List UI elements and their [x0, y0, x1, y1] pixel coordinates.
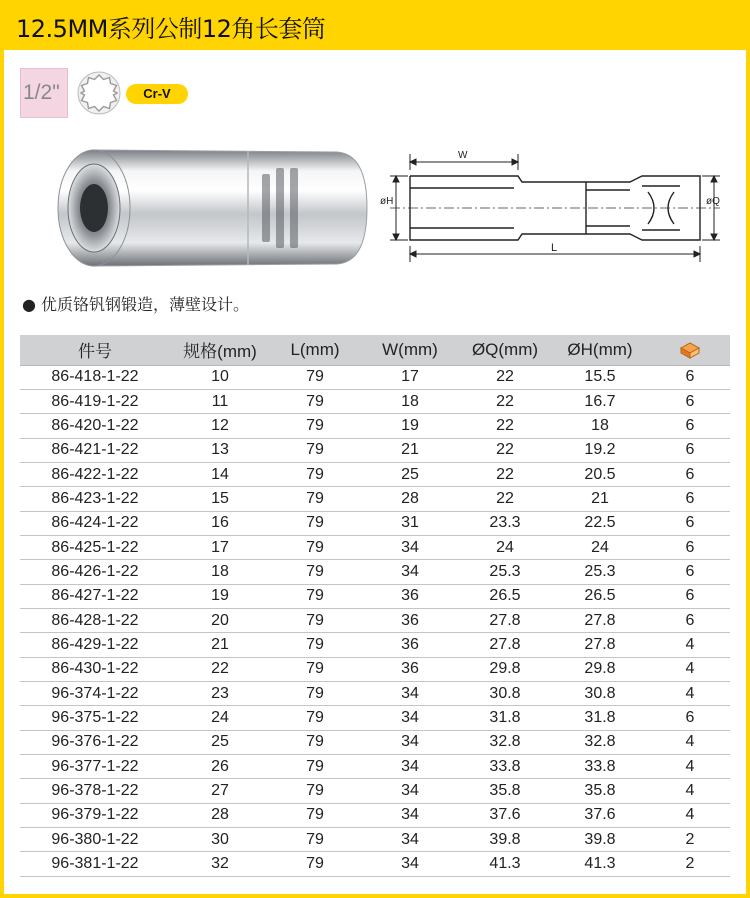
cell-l: 79	[270, 389, 360, 413]
twelve-point-icon	[76, 70, 122, 116]
cell-h: 27.8	[550, 633, 650, 657]
spec-table	[20, 335, 730, 877]
cell-size: 12	[170, 414, 270, 438]
cell-l: 79	[270, 462, 360, 486]
cell-q: 26.5	[460, 584, 550, 608]
cell-l: 79	[270, 828, 360, 852]
cell-size: 20	[170, 608, 270, 632]
cell-q: 33.8	[460, 755, 550, 779]
cell-l: 79	[270, 779, 360, 803]
table-row	[20, 511, 730, 535]
table-row	[20, 657, 730, 681]
table-row	[20, 462, 730, 486]
cell-code: 96-379-1-22	[20, 803, 170, 827]
table-row	[20, 389, 730, 413]
table-row	[20, 487, 730, 511]
cell-code: 96-375-1-22	[20, 706, 170, 730]
cell-code: 86-430-1-22	[20, 657, 170, 681]
cell-pack: 6	[650, 511, 730, 535]
cell-size: 19	[170, 584, 270, 608]
table-row	[20, 535, 730, 559]
cell-h: 39.8	[550, 828, 650, 852]
table-row	[20, 681, 730, 705]
cell-size: 22	[170, 657, 270, 681]
cell-h: 19.2	[550, 438, 650, 462]
cell-size: 26	[170, 755, 270, 779]
cell-q: 35.8	[460, 779, 550, 803]
cell-size: 14	[170, 462, 270, 486]
cell-w: 34	[360, 681, 460, 705]
cell-size: 17	[170, 535, 270, 559]
cell-pack: 4	[650, 657, 730, 681]
cell-code: 86-419-1-22	[20, 389, 170, 413]
cell-q: 41.3	[460, 852, 550, 876]
cell-pack: 6	[650, 560, 730, 584]
table-row	[20, 438, 730, 462]
w-dimension-label: W	[458, 150, 468, 161]
content-panel	[4, 50, 746, 894]
cell-w: 28	[360, 487, 460, 511]
cell-h: 29.8	[550, 657, 650, 681]
cell-w: 34	[360, 730, 460, 754]
cell-h: 32.8	[550, 730, 650, 754]
cell-size: 25	[170, 730, 270, 754]
cell-h: 41.3	[550, 852, 650, 876]
cell-h: 35.8	[550, 779, 650, 803]
cell-q: 22	[460, 438, 550, 462]
cell-w: 34	[360, 535, 460, 559]
cell-pack: 2	[650, 852, 730, 876]
cell-w: 34	[360, 706, 460, 730]
feature-text: 优质铬钒钢锻造，薄壁设计。	[41, 295, 250, 314]
cell-l: 79	[270, 852, 360, 876]
cell-pack: 6	[650, 438, 730, 462]
page-title: 12.5MM系列公制12角长套筒	[16, 15, 326, 43]
cell-h: 22.5	[550, 511, 650, 535]
cell-l: 79	[270, 560, 360, 584]
cell-h: 37.6	[550, 803, 650, 827]
drive-size-badge	[20, 68, 68, 118]
cell-q: 32.8	[460, 730, 550, 754]
cell-w: 25	[360, 462, 460, 486]
cell-w: 36	[360, 584, 460, 608]
header-w: W(mm)	[360, 335, 460, 365]
cell-h: 27.8	[550, 608, 650, 632]
cell-q: 23.3	[460, 511, 550, 535]
cell-l: 79	[270, 657, 360, 681]
cell-size: 32	[170, 852, 270, 876]
socket-photo	[52, 138, 372, 278]
cell-code: 86-425-1-22	[20, 535, 170, 559]
package-icon	[679, 341, 701, 359]
table-row	[20, 584, 730, 608]
cell-w: 34	[360, 828, 460, 852]
cell-size: 21	[170, 633, 270, 657]
table-row	[20, 633, 730, 657]
cell-code: 86-424-1-22	[20, 511, 170, 535]
title-bar	[0, 0, 750, 50]
table-header-row	[20, 335, 730, 365]
cell-l: 79	[270, 803, 360, 827]
cell-pack: 4	[650, 755, 730, 779]
cell-pack: 6	[650, 414, 730, 438]
cell-l: 79	[270, 438, 360, 462]
table-row	[20, 852, 730, 876]
cell-pack: 6	[650, 462, 730, 486]
cell-h: 15.5	[550, 365, 650, 389]
table-row	[20, 365, 730, 389]
cell-h: 24	[550, 535, 650, 559]
cell-code: 96-376-1-22	[20, 730, 170, 754]
cell-q: 30.8	[460, 681, 550, 705]
cell-pack: 4	[650, 779, 730, 803]
cell-size: 15	[170, 487, 270, 511]
cell-size: 13	[170, 438, 270, 462]
table-row	[20, 779, 730, 803]
cell-code: 86-421-1-22	[20, 438, 170, 462]
cell-code: 96-381-1-22	[20, 852, 170, 876]
cell-q: 27.8	[460, 633, 550, 657]
cell-w: 17	[360, 365, 460, 389]
header-l: L(mm)	[270, 335, 360, 365]
cell-pack: 4	[650, 730, 730, 754]
h-dimension-label: øH	[380, 196, 394, 207]
cell-code: 96-380-1-22	[20, 828, 170, 852]
drive-size-label: 1/2"	[23, 81, 60, 104]
cell-size: 27	[170, 779, 270, 803]
cell-size: 18	[170, 560, 270, 584]
cell-q: 25.3	[460, 560, 550, 584]
table-row	[20, 730, 730, 754]
cell-q: 22	[460, 389, 550, 413]
cell-code: 86-428-1-22	[20, 608, 170, 632]
cell-w: 34	[360, 560, 460, 584]
cell-w: 34	[360, 803, 460, 827]
table-row	[20, 608, 730, 632]
cell-pack: 6	[650, 389, 730, 413]
cell-pack: 6	[650, 365, 730, 389]
cell-size: 23	[170, 681, 270, 705]
cell-size: 16	[170, 511, 270, 535]
feature-bullet: ● 优质铬钒钢锻造，薄壁设计。	[22, 295, 250, 314]
cell-code: 86-420-1-22	[20, 414, 170, 438]
cell-pack: 4	[650, 803, 730, 827]
cell-size: 24	[170, 706, 270, 730]
cell-h: 30.8	[550, 681, 650, 705]
cell-h: 33.8	[550, 755, 650, 779]
cell-h: 31.8	[550, 706, 650, 730]
cell-h: 16.7	[550, 389, 650, 413]
cell-l: 79	[270, 584, 360, 608]
cell-w: 36	[360, 608, 460, 632]
cell-pack: 6	[650, 608, 730, 632]
cell-q: 22	[460, 414, 550, 438]
cell-w: 36	[360, 633, 460, 657]
cell-l: 79	[270, 681, 360, 705]
cell-code: 96-378-1-22	[20, 779, 170, 803]
cell-h: 18	[550, 414, 650, 438]
cell-l: 79	[270, 535, 360, 559]
l-dimension-label: L	[551, 242, 558, 254]
cell-l: 79	[270, 487, 360, 511]
cell-l: 79	[270, 414, 360, 438]
cell-h: 21	[550, 487, 650, 511]
cell-l: 79	[270, 755, 360, 779]
cell-l: 79	[270, 633, 360, 657]
cell-pack: 6	[650, 584, 730, 608]
table-row	[20, 706, 730, 730]
cell-code: 86-426-1-22	[20, 560, 170, 584]
cell-w: 21	[360, 438, 460, 462]
cell-pack: 6	[650, 535, 730, 559]
cell-w: 34	[360, 852, 460, 876]
header-size: 规格(mm)	[170, 335, 270, 365]
table-row	[20, 560, 730, 584]
header-h: ØH(mm)	[550, 335, 650, 365]
cell-pack: 4	[650, 681, 730, 705]
cell-l: 79	[270, 365, 360, 389]
cell-q: 27.8	[460, 608, 550, 632]
cell-code: 86-422-1-22	[20, 462, 170, 486]
cell-q: 37.6	[460, 803, 550, 827]
table-row	[20, 803, 730, 827]
cell-q: 22	[460, 462, 550, 486]
cell-w: 34	[360, 779, 460, 803]
cell-size: 10	[170, 365, 270, 389]
cell-q: 39.8	[460, 828, 550, 852]
cell-code: 86-427-1-22	[20, 584, 170, 608]
material-badge: Cr-V	[126, 84, 188, 104]
table-row	[20, 755, 730, 779]
cell-code: 96-374-1-22	[20, 681, 170, 705]
cell-size: 28	[170, 803, 270, 827]
cell-w: 18	[360, 389, 460, 413]
cell-h: 26.5	[550, 584, 650, 608]
cell-l: 79	[270, 511, 360, 535]
table-row	[20, 414, 730, 438]
cell-w: 34	[360, 755, 460, 779]
cell-code: 86-423-1-22	[20, 487, 170, 511]
cell-l: 79	[270, 706, 360, 730]
cell-pack: 4	[650, 633, 730, 657]
cell-size: 30	[170, 828, 270, 852]
cell-l: 79	[270, 608, 360, 632]
cell-w: 19	[360, 414, 460, 438]
cell-q: 29.8	[460, 657, 550, 681]
cell-code: 86-418-1-22	[20, 365, 170, 389]
cell-q: 22	[460, 365, 550, 389]
header-code: 件号	[20, 335, 170, 365]
cell-code: 96-377-1-22	[20, 755, 170, 779]
cell-pack: 6	[650, 706, 730, 730]
cell-l: 79	[270, 730, 360, 754]
cell-w: 31	[360, 511, 460, 535]
header-pack	[650, 335, 730, 365]
cell-pack: 2	[650, 828, 730, 852]
cell-w: 36	[360, 657, 460, 681]
cell-q: 31.8	[460, 706, 550, 730]
cell-q: 24	[460, 535, 550, 559]
table-row	[20, 828, 730, 852]
cell-q: 22	[460, 487, 550, 511]
header-q: ØQ(mm)	[460, 335, 550, 365]
cell-pack: 6	[650, 487, 730, 511]
cell-h: 20.5	[550, 462, 650, 486]
q-dimension-label: øQ	[706, 196, 720, 207]
cell-h: 25.3	[550, 560, 650, 584]
technical-drawing	[380, 148, 730, 268]
cell-code: 86-429-1-22	[20, 633, 170, 657]
cell-size: 11	[170, 389, 270, 413]
